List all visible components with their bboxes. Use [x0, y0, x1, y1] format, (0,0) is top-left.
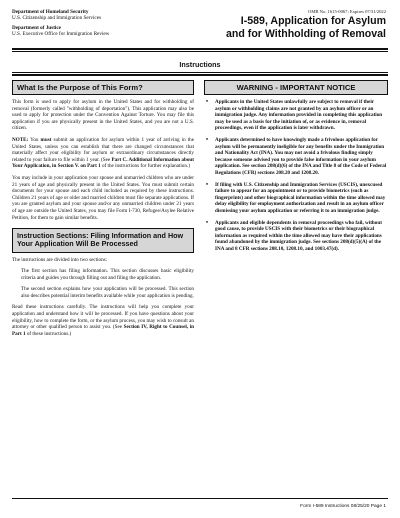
warning-heading: WARNING - IMPORTANT NOTICE — [204, 80, 388, 95]
form-title-line2: and for Withholding of Removal — [226, 27, 386, 40]
note-label: NOTE: — [12, 136, 29, 143]
footer-divider — [12, 498, 388, 499]
bullet-icon: • — [206, 136, 209, 143]
agency-uscis: U.S. Citizenship and Immigration Services — [12, 15, 102, 22]
instructions-divider — [12, 72, 388, 73]
left-column — [12, 80, 194, 337]
header-divider-thin — [12, 51, 388, 52]
part-c-reference: Part C. Additional Information about Your Application, in Section V. on Part 1 — [12, 156, 194, 170]
warning-list — [204, 99, 388, 252]
sections-body — [12, 257, 194, 338]
form-header — [186, 9, 386, 40]
warning-item-removal-proceedings: • Applicants and eligible dependents in removal proceedings who fail, without good cause, to provide USCIS with their biometrics or their biographical information as required within the time allowed may have their applications found abandoned by the immigration judge. See sections 208(d)(5)(A) of the INA and 8 CFR sections 208.10, 1208.10, and 1003.47(d). — [206, 219, 382, 252]
page-footer: Form I-589 Instructions 08/25/20 Page 1 — [300, 504, 386, 509]
right-column — [204, 80, 388, 257]
right-to-counsel-reference: Section IV, Right to Counsel, in Part 1 — [12, 324, 195, 337]
warning-item-frivolous: • Applicants determined to have knowingly made a frivolous application for asylum will be permanently ineligible for any benefits under the Immigration and Nationality Act (INA). You may not avoid a frivolous finding simply because someone advised you to provide false information in your asylum application. See section 208(d)(6) of the INA and Title 8 of the Code of Federal Regulations (CFR) sections 208.20 and 1208.20. — [206, 136, 387, 176]
sections-read-carefully: Read these instructions carefully. The instructions will help you complete your application and understand how it will be processed. If you have questions about your eligibility, how to complete the form, or the asylum process, you may wish to consult an attorney or other qualified person to assist you. (See Section IV, Right to Counsel, in Part 1 of these instructions.) — [12, 304, 195, 337]
warning-item-removal: • Applicants in the United States unlawfully are subject to removal if their asylum or withholding claims are not granted by an asylum officer or an immigration judge. Any information provided in completing this application may be used as a basis for the initiation of, or as evidence in, removal proceedings, even if the application is later withdrawn. — [206, 99, 383, 132]
sections-second: The second section explains how your application will be processed. This section also describes potential interim benefits available while your application is pending. — [21, 286, 194, 299]
agency-eoir: U.S. Executive Office for Immigration Review — [12, 31, 110, 38]
agency-dhs: Department of Homeland Security — [12, 9, 89, 15]
bullet-icon: • — [206, 219, 209, 226]
omb-number: OMB No. 1615-0067; Expires 07/31/2022 — [308, 9, 386, 14]
instructions-title: Instructions — [179, 60, 221, 69]
must-emphasis: must — [40, 136, 52, 143]
sections-heading: Instruction Sections: Filing Information and How Your Application Will Be Processed — [12, 228, 194, 252]
sections-first: The first section has filing information. This section discusses basic eligibility criteria and guides you through filling out and filing the application. — [21, 268, 194, 281]
purpose-heading: What Is the Purpose of This Form? — [12, 80, 194, 95]
bullet-icon: • — [206, 181, 209, 188]
form-title-line1: I-589, Application for Asylum — [240, 15, 386, 27]
warning-item-biometrics: • If filing with U.S. Citizenship and Immigration Services (USCIS), unexcused failure to appear for an appointment or to provide biometrics (such as fingerprints) and other biographical information within the time allowed may delay eligibility for employment authorization and result in an asylum officer dismissing your asylum application or referring it to an immigration judge. — [206, 181, 386, 214]
sections-intro: The instructions are divided into two sections: — [12, 256, 108, 263]
agency-doj: Department of Justice — [12, 24, 61, 31]
header-divider — [12, 48, 388, 50]
purpose-paragraph-1: This form is used to apply for asylum in the United States and for withholding of removal (formerly called "withholding of deportation"). This application may also be used to apply for protection under the Convention Against Torture. You may file this application if you are physically present in the United States, and you are not a U.S. citizen. — [12, 99, 194, 132]
purpose-paragraph-2: NOTE: You must submit an application for asylum within 1 year of arriving in the United States, unless you can establish that there are changed circumstances that materially affect your eligibility for asylum or extraordinary circumstances directly related to your failure to file within 1 year. (See Part C. Additional Information about Your Application, in Section V. on Part 1 of the instructions for further explanation.) — [12, 136, 195, 170]
purpose-paragraph-3: You may include in your application your spouse and unmarried children who are under 21 years of age and physically present in the United States. You must submit certain documents for your spouse and each child included as required by these instructions. Children 21 years of age or older and married children must file separate applications. If you are granted asylum and your spouse and/or any unmarried children under 21 years of age are outside the United States, you may file Form I-730, Refugee/Asylee Relative Petition, for them to gain similar benefits. — [12, 174, 194, 221]
purpose-body — [12, 99, 194, 221]
instructions-divider-thick — [12, 74, 388, 76]
agency-header — [12, 9, 202, 38]
bullet-icon: • — [206, 99, 209, 105]
